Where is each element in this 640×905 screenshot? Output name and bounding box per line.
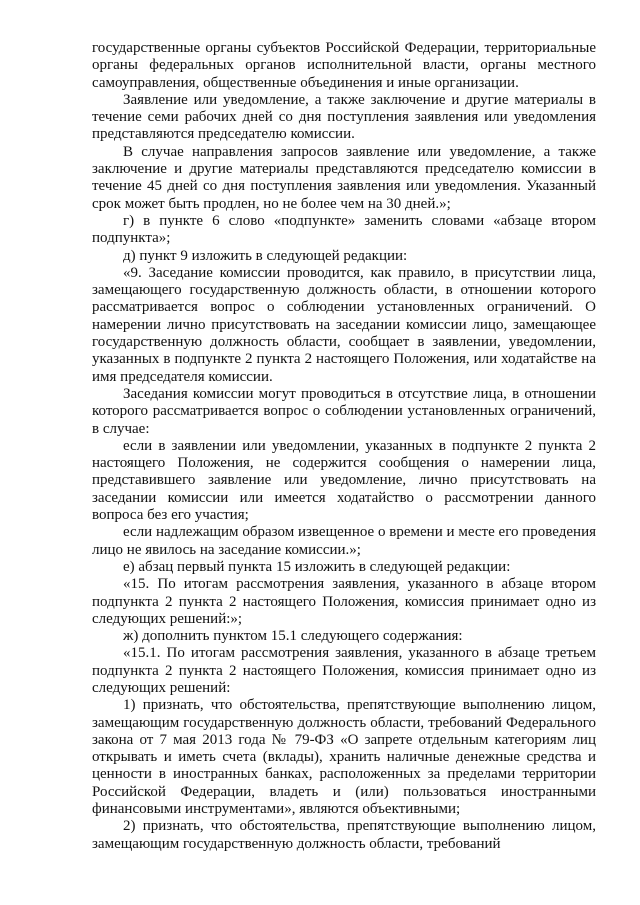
document-page: [92, 40, 596, 853]
paragraph: если надлежащим образом извещенное о времени и месте его проведения лицо не явилось на заседание комиссии.»;: [92, 524, 596, 558]
paragraph: «9. Заседание комиссии проводится, как правило, в присутствии лица, замещающего государственную должность области, в отношении которого рассматривается вопрос о соблюдении установленных ограничений. О намерении лично присутствовать на заседании комиссии лицо, замещающее государственную должность области, сообщает в заявлении, уведомлении, указанных в подпункте 2 пункта 2 настоящего Положения, или ходатайстве на имя председателя комиссии.: [92, 264, 596, 385]
paragraph: д) пункт 9 изложить в следующей редакции:: [123, 247, 408, 264]
paragraph: е) абзац первый пункта 15 изложить в следующей редакции:: [123, 558, 511, 575]
paragraph: «15.1. По итогам рассмотрения заявления, указанного в абзаце третьем подпункта 2 пункта 2 настоящего Положения, комиссия принимает одно из следующих решений:: [92, 645, 596, 696]
paragraph: государственные органы субъектов Российской Федерации, территориальные органы федеральных органов исполнительной власти, органы местного самоуправления, общественные объединения и иные организации.: [92, 40, 596, 91]
paragraph: 2) признать, что обстоятельства, препятствующие выполнению лицом, замещающим государственную должность области, требований: [92, 818, 596, 852]
paragraph: Заседания комиссии могут проводиться в отсутствие лица, в отношении которого рассматривается вопрос о соблюдении установленных ограничений, в случае:: [92, 385, 596, 437]
paragraph: «15. По итогам рассмотрения заявления, указанного в абзаце втором подпункта 2 пункта 2 настоящего Положения, комиссия принимает одно из следующих решений:»;: [92, 576, 596, 627]
paragraph: если в заявлении или уведомлении, указанных в подпункте 2 пункта 2 настоящего Положения, не содержится сообщения о намерении лица, представившего заявление или уведомление, лично присутствовать на заседании комиссии или имеется ходатайство о рассмотрении данного вопроса без его участия;: [92, 437, 596, 524]
paragraph: г) в пункте 6 слово «подпункте» заменить словами «абзаце втором подпункта»;: [92, 212, 596, 247]
paragraph: В случае направления запросов заявление или уведомление, а также заключение и другие материалы представляются председателю комиссии в течение 45 дней со дня поступления заявления или уведомления. Указанный срок может быть продлен, но не более чем на 30 дней.»;: [92, 143, 596, 212]
paragraph: Заявление или уведомление, а также заключение и другие материалы в течение семи рабочих дней со дня поступления заявления или уведомления представляются председателю комиссии.: [92, 91, 596, 143]
paragraph: 1) признать, что обстоятельства, препятствующие выполнению лицом, замещающим государственную должность области, требований Федерального закона от 7 мая 2013 года № 79-ФЗ «О запрете отдельным категориям лиц открывать и иметь счета (вклады), хранить наличные денежные средства и ценности в иностранных банках, расположенных за пределами территории Российской Федерации, владеть и (или) пользоваться иностранными финансовыми инструментами», являются объективными;: [92, 697, 596, 818]
paragraph: ж) дополнить пунктом 15.1 следующего содержания:: [123, 628, 463, 645]
